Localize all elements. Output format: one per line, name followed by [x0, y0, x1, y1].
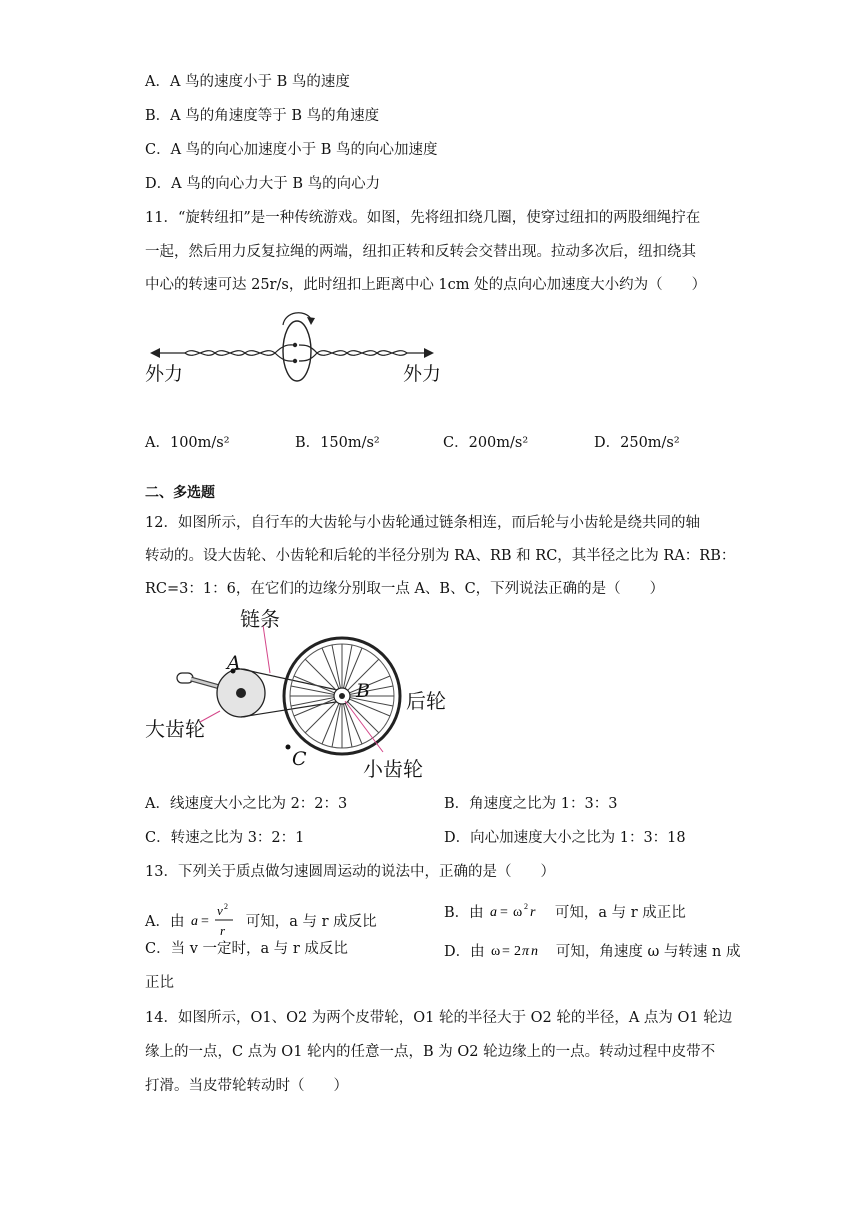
q12-fig-label-small-gear: 小齿轮 [363, 757, 423, 781]
q11-option-d: D．250m/s² [594, 435, 680, 451]
q12-option-c: C．转速之比为 3：2：1 [145, 830, 305, 846]
q13-option-a [145, 900, 377, 940]
q11-option-b: B．150m/s² [295, 435, 380, 451]
q12-stem-line2: 转动的。设大齿轮、小齿轮和后轮的半径分别为 RA、RB 和 RC，其半径之比为 RA：RB： [145, 548, 736, 564]
q12-fig-label-b: B [356, 680, 370, 702]
q13-option-d-prefix: D．由 [444, 944, 485, 960]
q13-option-d-continuation: 正比 [145, 975, 174, 991]
formula-a-v2-over-r [189, 900, 241, 940]
q12-fig-label-a: A [227, 652, 241, 674]
svg-text:=: = [201, 914, 209, 929]
svg-text:n: n [531, 944, 539, 959]
formula-a-omega2-r [488, 900, 550, 922]
q13-option-d [444, 939, 740, 962]
q13-option-b-suffix: 可知，a 与 r 成正比 [554, 905, 686, 921]
svg-text:=: = [500, 905, 509, 920]
q11-stem-line1: 11．“旋转纽扣”是一种传统游戏。如图，先将纽扣绕几圈，使穿过纽扣的两股细绳拧在 [145, 210, 701, 226]
svg-text:2: 2 [524, 902, 529, 911]
svg-text:r: r [530, 905, 536, 920]
svg-text:a: a [490, 905, 498, 920]
q10-option-d: D．A 鸟的向心力大于 B 鸟的向心力 [145, 176, 381, 192]
q11-option-a: A．100m/s² [145, 435, 230, 451]
svg-text:ω: ω [513, 905, 523, 920]
svg-text:r: r [220, 923, 226, 938]
q12-fig-label-big-gear: 大齿轮 [145, 717, 205, 741]
q13-option-b [444, 900, 686, 923]
q11-fig-label-right: 外力 [403, 363, 442, 385]
q12-stem-line3: RC=3：1：6，在它们的边缘分别取一点 A、B、C，下列说法正确的是（ ） [145, 581, 665, 597]
q11-stem-line3: 中心的转速可达 25r/s，此时纽扣上距离中心 1cm 处的点向心加速度大小约为（ ） [145, 277, 707, 293]
svg-text:2: 2 [514, 944, 522, 959]
q12-option-a: A．线速度大小之比为 2：2：3 [145, 796, 348, 812]
q14-stem-line2: 缘上的一点，C 点为 O1 轮内的任意一点，B 为 O2 轮边缘上的一点。转动过程中皮带不 [145, 1044, 716, 1060]
svg-text:π: π [522, 944, 530, 959]
q10-option-a: A．A 鸟的速度小于 B 鸟的速度 [145, 74, 350, 90]
q12-option-d: D．向心加速度大小之比为 1：3：18 [444, 830, 686, 846]
q11-stem-line2: 一起，然后用力反复拉绳的两端，纽扣正转和反转会交替出现。拉动多次后，纽扣绕其 [145, 244, 696, 260]
q12-option-b: B．角速度之比为 1：3：3 [444, 796, 618, 812]
q10-option-b: B．A 鸟的角速度等于 B 鸟的角速度 [145, 108, 380, 124]
q14-stem-line1: 14．如图所示，O1、O2 为两个皮带轮，O1 轮的半径大于 O2 轮的半径，A 点为 O1 轮边 [145, 1010, 733, 1026]
q12-fig-label-rear-wheel: 后轮 [406, 689, 446, 713]
q13-option-c: C．当 v 一定时，a 与 r 成反比 [145, 941, 348, 957]
q13-option-b-prefix: B．由 [444, 905, 484, 921]
q11-fig-label-left: 外力 [145, 363, 184, 385]
section-title: 二、多选题 [145, 485, 215, 501]
svg-text:2: 2 [224, 902, 229, 911]
q10-option-c: C．A 鸟的向心加速度小于 B 鸟的向心加速度 [145, 142, 438, 158]
q13-stem: 13．下列关于质点做匀速圆周运动的说法中，正确的是（ ） [145, 864, 555, 880]
q11-option-c: C．200m/s² [443, 435, 529, 451]
q14-stem-line3: 打滑。当皮带轮转动时（ ） [145, 1078, 348, 1094]
q12-stem-line1: 12．如图所示，自行车的大齿轮与小齿轮通过链条相连，而后轮与小齿轮是绕共同的轴 [145, 515, 700, 531]
q13-option-a-suffix: 可知，a 与 r 成反比 [245, 914, 377, 930]
svg-text:ω: ω [491, 944, 501, 959]
svg-text:a: a [191, 914, 199, 929]
q13-option-d-suffix: 可知，角速度 ω 与转速 n 成 [555, 944, 741, 960]
q12-fig-label-chain: 链条 [240, 607, 280, 631]
q13-option-a-prefix: A．由 [145, 914, 185, 930]
formula-omega-2pi-n [489, 939, 551, 961]
svg-text:v: v [217, 903, 223, 918]
q12-fig-label-c: C [292, 748, 307, 770]
svg-text:=: = [502, 944, 511, 959]
